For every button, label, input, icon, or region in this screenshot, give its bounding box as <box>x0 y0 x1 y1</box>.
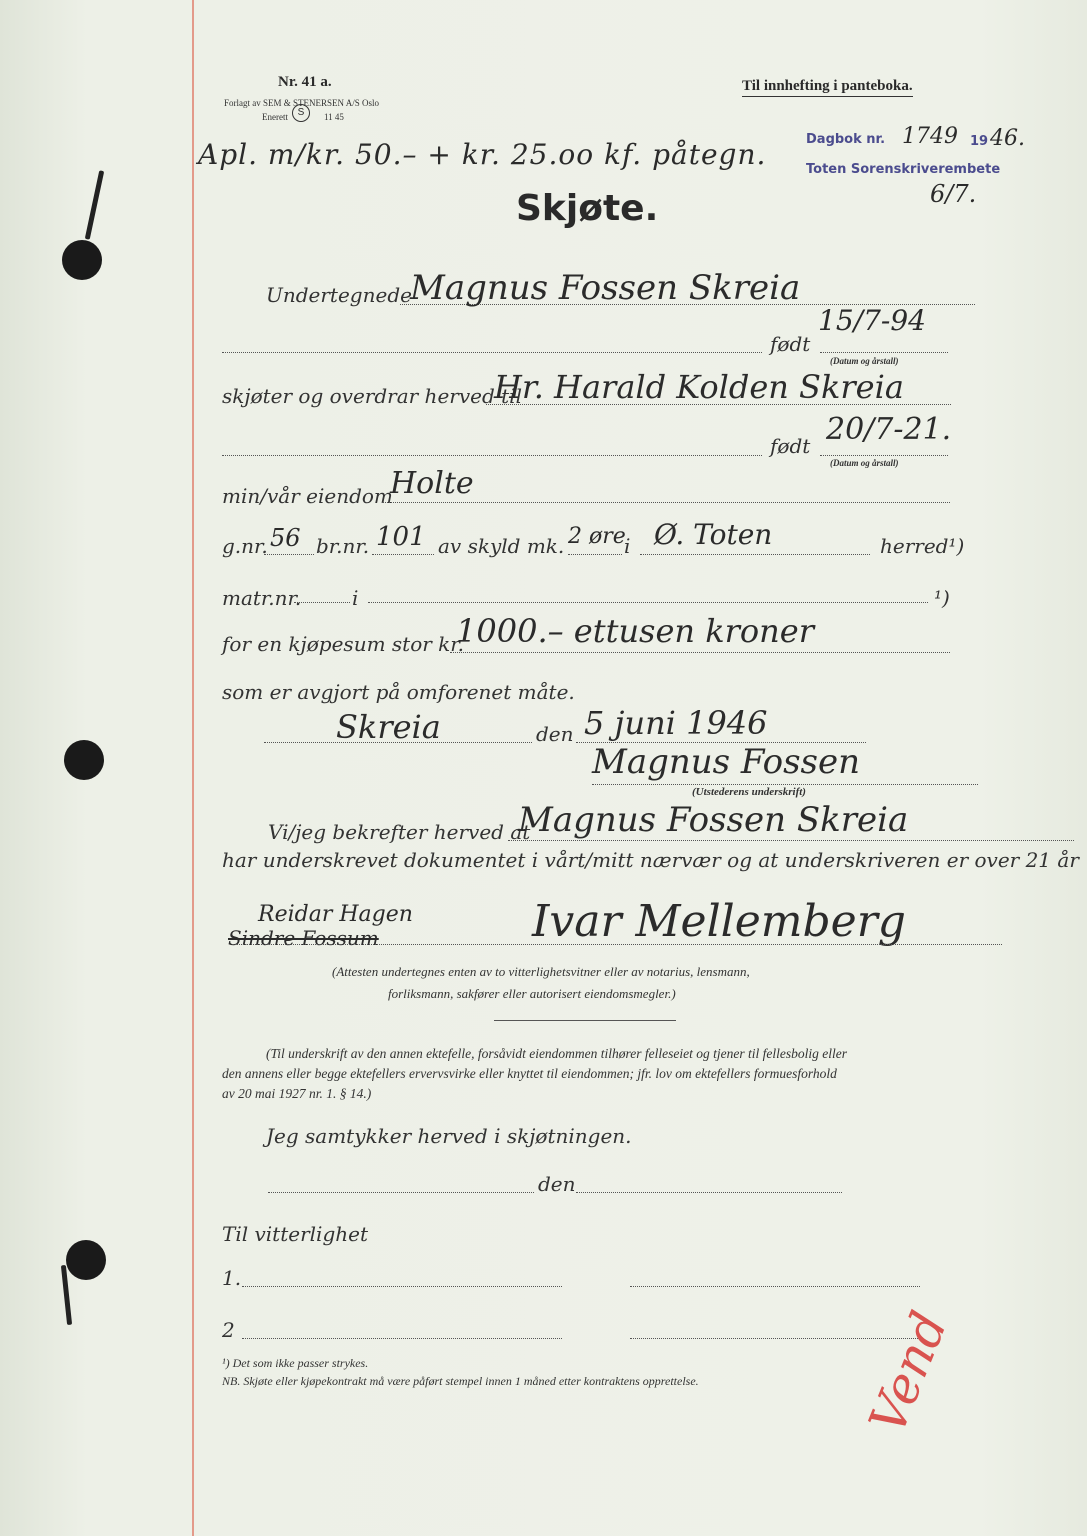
footnote-2: NB. Skjøte eller kjøpekontrakt må være påført stempel innen 1 måned etter kontraktens opprettelse. <box>222 1374 699 1388</box>
consent-place-line <box>268 1192 534 1193</box>
herred-i-label: i <box>624 534 631 558</box>
punch-hole-bottom <box>66 1240 106 1280</box>
signing-date: 5 juni 1946 <box>584 704 768 742</box>
spouse-note-line2: den annens eller begge ektefellers ervervsvirke eller knyttet til eiendommen; jfr. lov om ektefellers formuesforhold <box>222 1066 837 1081</box>
consent-date-line <box>576 1192 842 1193</box>
fodt-line-1 <box>820 352 948 353</box>
attest-caption-1: (Attesten undertegnes enten av to vitterlighetsvitner eller av notarius, lensmann, <box>332 964 750 979</box>
matr-line <box>294 602 350 603</box>
line-before-fodt-2 <box>222 455 762 456</box>
witness-num-2: 2 <box>222 1318 235 1342</box>
property-name: Holte <box>390 466 474 501</box>
line-before-fodt-1 <box>222 352 762 353</box>
fodt-label-1: født <box>770 332 811 356</box>
matr-i-label: i <box>352 586 359 610</box>
stamp-year-suffix: 46. <box>990 126 1025 151</box>
handwritten-fee-note: Apl. m/kr. 50.– + kr. 25.oo kf. påtegn. <box>198 138 767 171</box>
grantee-birthdate: 20/7-21. <box>826 412 952 447</box>
datum-caption-2: (Datum og årstall) <box>830 458 899 468</box>
herred-value: Ø. Toten <box>654 518 773 551</box>
fodt-line-2 <box>820 455 948 456</box>
attest-line2: har underskrevet dokumentet i vårt/mitt nærvær og at underskriveren er over 21 år <box>222 848 1079 872</box>
publisher-line: Forlagt av SEM & STENERSEN A/S Oslo <box>224 98 380 108</box>
document-title: Skjøte. <box>516 188 659 229</box>
skyld-line <box>568 554 622 555</box>
rights-line: Enerett <box>262 112 288 122</box>
consent-den-label: den <box>538 1172 576 1196</box>
red-margin-line <box>192 0 194 1536</box>
matr-end: ¹) <box>934 586 950 610</box>
print-code: 11 45 <box>324 112 344 122</box>
eiendom-line <box>382 502 950 503</box>
kjopesum-line <box>450 652 950 653</box>
gnr-label: g.nr. <box>222 534 268 558</box>
purchase-price: 1000.– ettusen kroner <box>456 612 814 650</box>
witnesses-label: Til vitterlighet <box>222 1222 369 1246</box>
signature-line <box>592 784 978 785</box>
witness-2-line-b <box>630 1338 920 1339</box>
eiendom-label: min/vår eiendom <box>222 484 393 508</box>
publisher-logo-icon: S <box>292 104 310 122</box>
form-number: Nr. 41 a. <box>278 74 332 90</box>
binding-note: Til innhefting i panteboka. <box>742 78 913 97</box>
avgjort-text: som er avgjort på omforenet måte. <box>222 680 575 704</box>
punch-hole-top <box>62 240 102 280</box>
footnote-1: ¹) Det som ikke passer strykes. <box>222 1356 369 1370</box>
grantor-name: Magnus Fossen Skreia <box>410 268 801 308</box>
skjoter-label: skjøter og overdrar herved til <box>222 384 522 408</box>
witness-2-line-a <box>242 1338 562 1339</box>
den-label: den <box>536 722 574 746</box>
utsteder-caption: (Utstederens underskrift) <box>692 786 806 798</box>
attest-line1-line <box>508 840 1074 841</box>
red-pencil-initials: Vend <box>858 1303 959 1442</box>
stamp-date: 6/7. <box>930 180 977 208</box>
matr-i-line <box>368 602 928 603</box>
consent-text: Jeg samtykker herved i skjøtningen. <box>266 1124 632 1148</box>
fodt-label-2: født <box>770 434 811 458</box>
grantor-birthdate: 15/7-94 <box>818 304 926 337</box>
stamp-dagbok-label: Dagbok nr. <box>806 132 886 147</box>
skyld-value: 2 øre <box>568 524 626 549</box>
attest-line1-label: Vi/jeg bekrefter herved at <box>268 820 531 844</box>
brnr-line <box>372 554 434 555</box>
herred-line <box>640 554 870 555</box>
matr-label: matr.nr. <box>222 586 302 610</box>
signing-place: Skreia <box>336 708 441 746</box>
herred-label: herred¹) <box>880 534 965 558</box>
kjopesum-label: for en kjøpesum stor kr. <box>222 632 465 656</box>
punch-hole-middle <box>64 740 104 780</box>
separator-rule <box>494 1020 676 1021</box>
witness-1-bottom: Sindre Fossum <box>228 926 379 950</box>
brnr-value: 101 <box>376 522 426 552</box>
stamp-office: Toten Sorenskriverembete <box>806 162 1001 177</box>
attest-signature-line <box>232 944 1002 945</box>
skyld-label: av skyld mk. <box>438 534 565 558</box>
witness-2-signature: Ivar Mellemberg <box>532 896 906 947</box>
stamp-dagbok-number: 1749 <box>902 124 958 149</box>
gnr-line <box>264 554 314 555</box>
gnr-value: 56 <box>270 524 301 552</box>
spouse-note-line3: av 20 mai 1927 nr. 1. § 14.) <box>222 1086 372 1101</box>
punch-hole-tear-bottom <box>61 1265 72 1325</box>
witness-1-line-a <box>242 1286 562 1287</box>
witness-1-line-b <box>630 1286 920 1287</box>
brnr-label: br.nr. <box>316 534 370 558</box>
datum-caption-1: (Datum og årstall) <box>830 356 899 366</box>
stamp-year-prefix: 19 <box>970 134 989 149</box>
punch-hole-tear <box>85 170 104 240</box>
witness-1-top: Reidar Hagen <box>258 902 413 927</box>
witness-num-1: 1. <box>222 1266 242 1290</box>
grantor-signature: Magnus Fossen <box>592 742 861 782</box>
attest-caption-2: forliksmann, sakfører eller autorisert eiendomsmegler.) <box>388 986 676 1001</box>
spouse-note-line1: (Til underskrift av den annen ektefelle, forsåvidt eiendommen tilhører felleseiet og tjener til fellesbolig eller <box>266 1046 847 1061</box>
undertegnede-label: Undertegnede <box>266 283 412 307</box>
attest-signer-name: Magnus Fossen Skreia <box>518 800 909 840</box>
grantee-name: Hr. Harald Kolden Skreia <box>494 368 904 406</box>
